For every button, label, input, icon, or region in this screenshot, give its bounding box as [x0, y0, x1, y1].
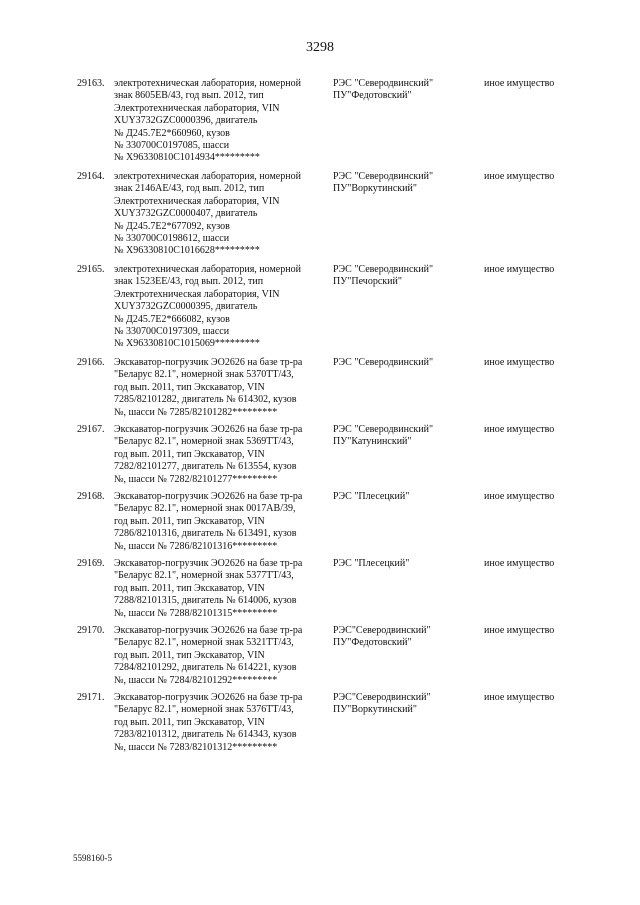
- record-number: 29171.: [77, 692, 105, 703]
- record-description: [114, 78, 324, 165]
- description-line: 7286/82101316, двигатель № 613491, кузов: [114, 528, 297, 540]
- record-number: 29165.: [77, 264, 105, 275]
- description-line: №, шасси № 7286/82101316*********: [114, 540, 278, 552]
- description-line: Электротехническая лаборатория, VIN: [114, 102, 280, 114]
- record-organization: [333, 264, 473, 289]
- record-organization: [333, 625, 473, 650]
- description-line: 7288/82101315, двигатель № 614006, кузов: [114, 595, 297, 607]
- description-line: "Беларус 82.1", номерной знак 5321ТТ/43,: [114, 637, 294, 649]
- description-line: электротехническая лаборатория, номерной: [114, 171, 301, 182]
- record-number: 29170.: [77, 625, 105, 636]
- description-line: знак 8605ЕВ/43, год вып. 2012, тип: [114, 90, 264, 102]
- record-organization: [333, 424, 473, 449]
- organization-line: РЭС "Северодвинский": [333, 357, 434, 368]
- record-number: 29163.: [77, 78, 105, 89]
- description-line: "Беларус 82.1", номерной знак 5369ТТ/43,: [114, 436, 294, 448]
- record-property-type: иное имущество: [484, 558, 555, 569]
- description-line: № 330700С0198612, шасси: [114, 233, 230, 245]
- record-property-type: иное имущество: [484, 491, 555, 502]
- organization-line: ПУ"Печорский": [333, 276, 402, 288]
- description-line: № 330700С0197309, шасси: [114, 326, 230, 338]
- description-line: Экскаватор-погрузчик ЭО2626 на базе тр-ра: [114, 424, 303, 435]
- description-line: № Х96330810С1016628*********: [114, 245, 260, 257]
- organization-line: РЭС"Северодвинский": [333, 625, 431, 636]
- record-description: [114, 558, 324, 620]
- description-line: электротехническая лаборатория, номерной: [114, 78, 301, 89]
- description-line: № Д245.7Е2*666082, кузов: [114, 313, 230, 325]
- description-line: XUY3732GZC0000407, двигатель: [114, 208, 258, 220]
- records-list: [0, 78, 640, 759]
- record-description: [114, 171, 324, 258]
- record-row: [0, 78, 640, 171]
- description-line: № Х96330810С1015069*********: [114, 338, 260, 350]
- record-description: [114, 625, 324, 687]
- organization-line: РЭС"Северодвинский": [333, 692, 431, 703]
- description-line: 7282/82101277, двигатель № 613554, кузов: [114, 461, 297, 473]
- record-property-type: иное имущество: [484, 264, 555, 275]
- record-row: [0, 424, 640, 491]
- description-line: Экскаватор-погрузчик ЭО2626 на базе тр-ра: [114, 491, 303, 502]
- organization-line: ПУ"Федотовский": [333, 637, 412, 649]
- organization-line: ПУ"Федотовский": [333, 90, 412, 102]
- organization-line: РЭС "Северодвинский": [333, 171, 434, 182]
- description-line: знак 2146АЕ/43, год вып. 2012, тип: [114, 183, 265, 195]
- record-number: 29169.: [77, 558, 105, 569]
- record-property-type: иное имущество: [484, 171, 555, 182]
- description-line: №, шасси № 7285/82101282*********: [114, 406, 278, 418]
- record-description: [114, 357, 324, 419]
- record-property-type: иное имущество: [484, 625, 555, 636]
- record-description: [114, 264, 324, 351]
- description-line: №, шасси № 7283/82101312*********: [114, 741, 278, 753]
- record-row: [0, 692, 640, 759]
- description-line: год вып. 2011, тип Экскаватор, VIN: [114, 515, 265, 527]
- record-property-type: иное имущество: [484, 357, 555, 368]
- description-line: №, шасси № 7282/82101277*********: [114, 473, 278, 485]
- description-line: год вып. 2011, тип Экскаватор, VIN: [114, 716, 265, 728]
- description-line: № Х96330810С1014934*********: [114, 152, 260, 164]
- record-organization: [333, 558, 473, 570]
- record-organization: [333, 78, 473, 103]
- record-description: [114, 491, 324, 553]
- description-line: № Д245.7Е2*677092, кузов: [114, 220, 230, 232]
- organization-line: РЭС "Северодвинский": [333, 424, 434, 435]
- record-row: [0, 491, 640, 558]
- description-line: № 330700С0197085, шасси: [114, 140, 230, 152]
- description-line: №, шасси № 7284/82101292*********: [114, 674, 278, 686]
- organization-line: РЭС "Северодвинский": [333, 264, 434, 275]
- footer-code: 5598160-5: [73, 853, 112, 863]
- record-organization: [333, 491, 473, 503]
- record-organization: [333, 692, 473, 717]
- record-description: [114, 424, 324, 486]
- description-line: XUY3732GZC0000395, двигатель: [114, 301, 258, 313]
- description-line: №, шасси № 7288/82101315*********: [114, 607, 278, 619]
- page-number: 3298: [306, 40, 334, 55]
- description-line: знак 1523ЕЕ/43, год вып. 2012, тип: [114, 276, 264, 288]
- description-line: XUY3732GZC0000396, двигатель: [114, 115, 258, 127]
- description-line: 7284/82101292, двигатель № 614221, кузов: [114, 662, 297, 674]
- description-line: Экскаватор-погрузчик ЭО2626 на базе тр-ра: [114, 357, 303, 368]
- description-line: Электротехническая лаборатория, VIN: [114, 195, 280, 207]
- description-line: "Беларус 82.1", номерной знак 5377ТТ/43,: [114, 570, 294, 582]
- description-line: "Беларус 82.1", номерной знак 0017АВ/39,: [114, 503, 296, 515]
- record-number: 29164.: [77, 171, 105, 182]
- description-line: "Беларус 82.1", номерной знак 5370ТТ/43,: [114, 369, 294, 381]
- organization-line: ПУ"Воркутинский": [333, 704, 417, 716]
- organization-line: РЭС "Плесецкий": [333, 491, 410, 502]
- description-line: Электротехническая лаборатория, VIN: [114, 288, 280, 300]
- description-line: год вып. 2011, тип Экскаватор, VIN: [114, 582, 265, 594]
- record-row: [0, 625, 640, 692]
- record-description: [114, 692, 324, 754]
- record-number: 29167.: [77, 424, 105, 435]
- description-line: Экскаватор-погрузчик ЭО2626 на базе тр-ра: [114, 625, 303, 636]
- record-organization: [333, 171, 473, 196]
- organization-line: ПУ"Катунинский": [333, 436, 412, 448]
- record-row: [0, 558, 640, 625]
- description-line: № Д245.7Е2*660960, кузов: [114, 127, 230, 139]
- description-line: Экскаватор-погрузчик ЭО2626 на базе тр-ра: [114, 692, 303, 703]
- description-line: год вып. 2011, тип Экскаватор, VIN: [114, 649, 265, 661]
- description-line: Экскаватор-погрузчик ЭО2626 на базе тр-ра: [114, 558, 303, 569]
- record-property-type: иное имущество: [484, 424, 555, 435]
- organization-line: РЭС "Плесецкий": [333, 558, 410, 569]
- organization-line: ПУ"Воркутинский": [333, 183, 417, 195]
- record-property-type: иное имущество: [484, 78, 555, 89]
- description-line: "Беларус 82.1", номерной знак 5376ТТ/43,: [114, 704, 294, 716]
- record-row: [0, 357, 640, 424]
- description-line: электротехническая лаборатория, номерной: [114, 264, 301, 275]
- organization-line: РЭС "Северодвинский": [333, 78, 434, 89]
- record-row: [0, 264, 640, 357]
- description-line: год вып. 2011, тип Экскаватор, VIN: [114, 381, 265, 393]
- record-number: 29166.: [77, 357, 105, 368]
- record-property-type: иное имущество: [484, 692, 555, 703]
- record-organization: [333, 357, 473, 369]
- description-line: 7285/82101282, двигатель № 614302, кузов: [114, 394, 297, 406]
- description-line: 7283/82101312, двигатель № 614343, кузов: [114, 729, 297, 741]
- record-number: 29168.: [77, 491, 105, 502]
- description-line: год вып. 2011, тип Экскаватор, VIN: [114, 448, 265, 460]
- record-row: [0, 171, 640, 264]
